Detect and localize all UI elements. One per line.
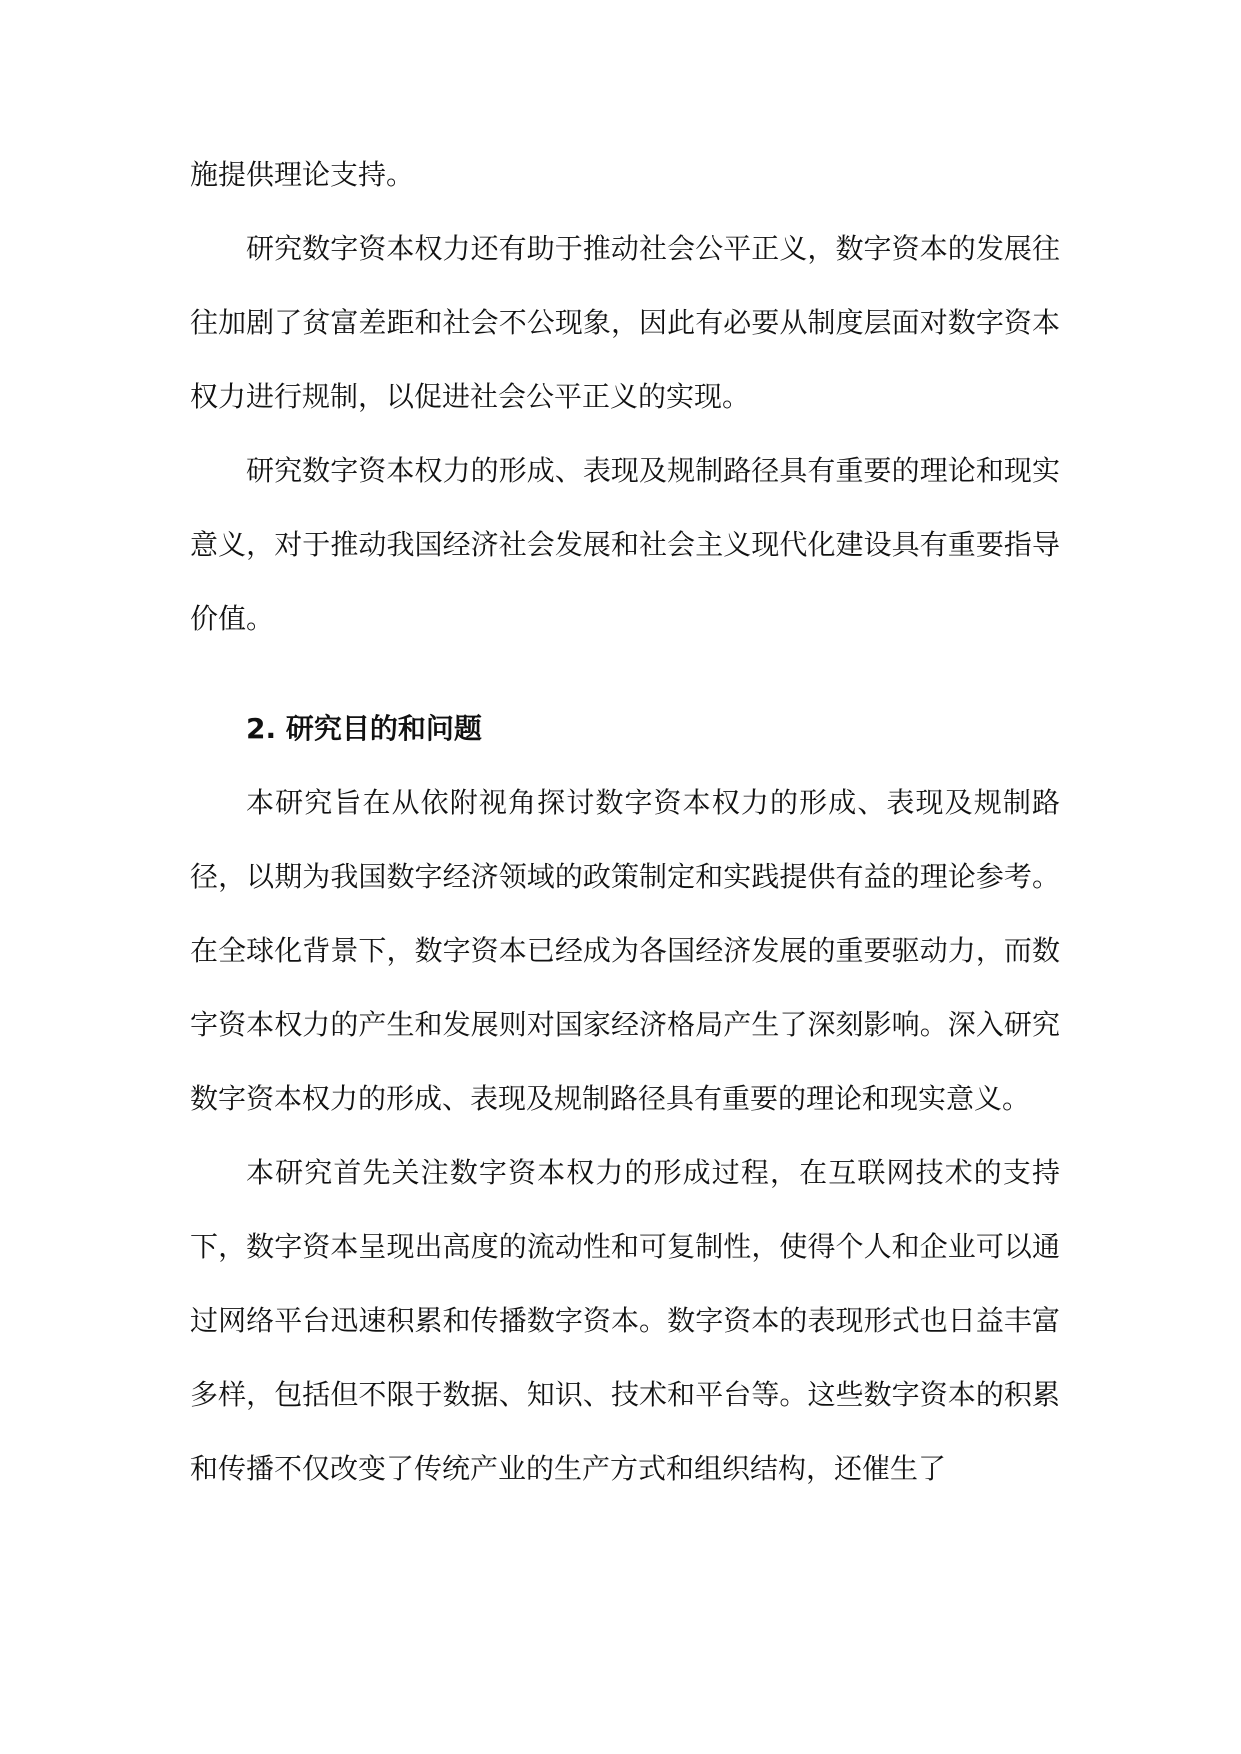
paragraph-significance: 研究数字资本权力的形成、表现及规制路径具有重要的理论和现实意义，对于推动我国经济社会发展和社会主义现代化建设具有重要指导价值。: [190, 454, 1060, 635]
paragraph-formation-process: 本研究首先关注数字资本权力的形成过程，在互联网技术的支持下，数字资本呈现出高度的流动性和可复制性，使得个人和企业可以通过网络平台迅速积累和传播数字资本。数字资本的表现形式也日益丰富多样，包括但不限于数据、知识、技术和平台等。这些数字资本的积累和传播不仅改变了传统产业的生产方式和组织结构，还催生了: [190, 1156, 1060, 1485]
paragraph-research-purpose: 本研究旨在从依附视角探讨数字资本权力的形成、表现及规制路径，以期为我国数字经济领域的政策制定和实践提供有益的理论参考。在全球化背景下，数字资本已经成为各国经济发展的重要驱动力，而数字资本权力的产生和发展则对国家经济格局产生了深刻影响。深入研究数字资本权力的形成、表现及规制路径具有重要的理论和现实意义。: [190, 786, 1060, 1115]
document-page: [190, 138, 1060, 1506]
paragraph-continuation: 施提供理论支持。: [190, 158, 415, 191]
section-heading: 2. 研究目的和问题: [246, 712, 482, 745]
paragraph-social-justice: 研究数字资本权力还有助于推动社会公平正义，数字资本的发展往往加剧了贫富差距和社会不公现象，因此有必要从制度层面对数字资本权力进行规制，以促进社会公平正义的实现。: [190, 232, 1060, 413]
